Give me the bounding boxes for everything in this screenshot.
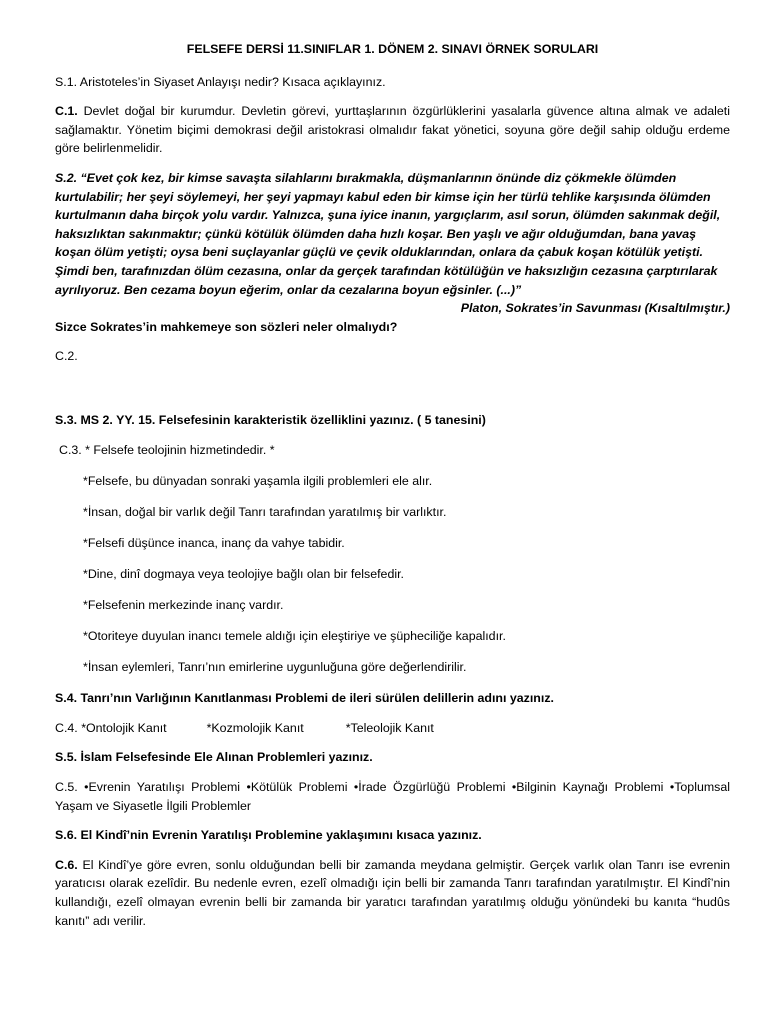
answer-3-item: *İnsan, doğal bir varlık değil Tanrı tarafından yaratılmış bir varlıktır. [83,504,447,519]
answer-3-item: *Felsefenin merkezinde inanç vardır. [83,597,284,612]
quote-source: Platon, Sokrates’in Savunması (Kısaltılmıştır.) [460,301,730,316]
answer-2-label: C.2. [55,349,78,364]
answer-6-text: El Kindî’ye göre evren, sonlu olduğundan belli bir zamanda meydana gelmiştir. Gerçek varlık olan Tanrı ise evrenin yaratıcısı olarak ezelîdir. Bu nedenle evren, ezelî olmadığı için belli bir zamanda Tanrı tarafından yaratılmıştır. El Kindî’nin kullandığı, ezelî olmayan evrenin belli bir zamanda bir yaratıcı tarafından yaratılmış olduğu yönündeki bu kanıta “hudûs kanıtı” adı verilir. [55,857,730,928]
answer-1-text: Devlet doğal bir kurumdur. Devletin görevi, yurttaşlarının özgürlüklerini yasalarla güvence altına almak ve adaleti sağlamaktır. Yönetim biçimi demokrasi değil aristokrasi olmalıdır fakat yönetici, soyuna göre değil sahip olduğu erdeme göre belirlenmelidir. [55,104,730,156]
answer-4-item: *Ontolojik Kanıt [81,720,167,735]
answer-3-item: *Otoriteye duyulan inancı temele aldığı için eleştiriye ve şüpheciliğe kapalıdır. [83,629,506,644]
answer-3-item: *İnsan eylemleri, Tanrı’nın emirlerine uygunluğuna göre değerlendirilir. [83,660,467,675]
answer-3-item: *Dine, dinî dogmaya veya teolojiye bağlı olan bir felsefedir. [83,566,404,581]
question-2-quote-text: “Evet çok kez, bir kimse savaşta silahlarını bırakmakla, düşmanlarının önünde diz çökmekle ölümden kurtulabilir; her şeyi söylemeyi, her şeyi yapmayı kabul eden bir kimse için her türlü tehlike karşısında ölümden kurtulmanın daha birçok yolu vardır. Yalnızca, şuna iyice inanın, yargıçlarım, asıl sorun, ölümden sakınmak değil, haksızlıktan sakınmaktır; çünkü kötülük ölümden daha hızlı koşar. Ben yaşlı ve ağır olduğumdan, bana yavaş koşan ölüm yetişti; oysa beni suçlayanlar güçlü ve çevik olduklarından, onlara da çabuk koşan kötülük yetişti. Şimdi ben, tarafınızdan ölüm cezasına, onlar da gerçek tarafından kötülüğün ve haksızlığın cezasına çarptırılarak ayrılıyoruz. Ben cezama boyun eğerim, onlar da cezalarına boyun eğsinler. (...)” [55,170,721,297]
question-4: S.4. Tanrı’nın Varlığının Kanıtlanması Problemi de ileri sürülen delillerin adını yazınız. [55,691,554,706]
answer-3-item: *Felsefe, bu dünyadan sonraki yaşamla ilgili problemleri ele alır. [83,473,433,488]
question-2-quote [55,169,730,316]
answer-4-item: *Kozmolojik Kanıt [206,720,304,735]
answer-4-item: *Teleolojik Kanıt [345,720,434,735]
question-5: S.5. İslam Felsefesinde Ele Alınan Problemleri yazınız. [55,750,373,765]
answer-4 [55,719,730,738]
answer-1-label: C.1. [55,104,78,119]
answer-6-label: C.6. [55,857,78,872]
answer-4-label: C.4. [55,720,78,735]
answer-3-first-line: C.3. * Felsefe teolojinin hizmetindedir. * [59,442,275,457]
question-3: S.3. MS 2. YY. 15. Felsefesinin karakteristik özelliklini yazınız. ( 5 tanesini) [55,412,486,427]
question-6: S.6. El Kindî’nin Evrenin Yaratılışı Problemine yaklaşımını kısaca yazınız. [55,828,482,843]
answer-1 [55,102,730,158]
question-2: Sizce Sokrates’in mahkemeye son sözleri neler olmalıydı? [55,319,398,334]
question-1: S.1. Aristoteles’in Siyaset Anlayışı nedir? Kısaca açıklayınız. [55,74,386,89]
document-title: FELSEFE DERSİ 11.SINIFLAR 1. DÖNEM 2. SINAVI ÖRNEK SORULARI [186,42,599,56]
answer-3-item: *Felsefi düşünce inanca, inanç da vahye tabidir. [83,535,345,550]
answer-6 [55,856,730,930]
question-2-label: S.2. [55,170,78,185]
answer-2-blank-space [55,377,730,411]
answer-5: C.5. •Evrenin Yaratılışı Problemi •Kötülük Problemi •İrade Özgürlüğü Problemi •Bilginin Kaynağı Problemi •Toplumsal Yaşam ve Siyasetle İlgili Problemler [55,780,730,813]
